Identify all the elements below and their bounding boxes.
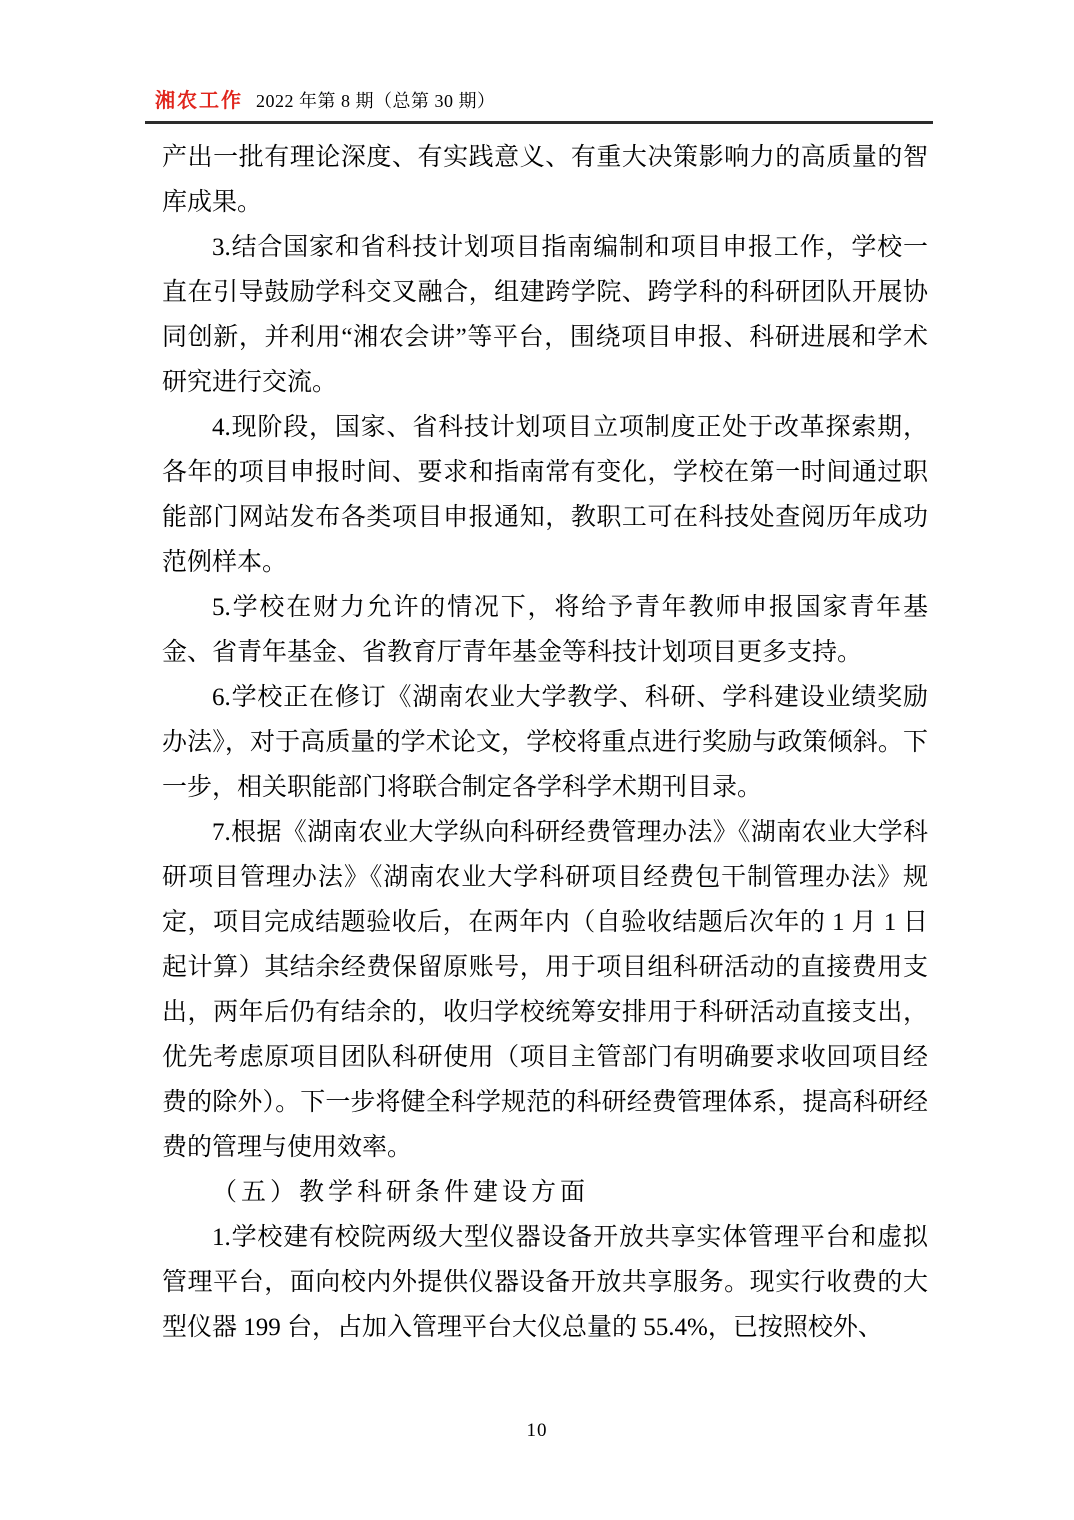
paragraph-point-1: 1.学校建有校院两级大型仪器设备开放共享实体管理平台和虚拟管理平台，面向校内外提供仪器设备开放共享服务。现实行收费的大型仪器 199 台，占加入管理平台大仪总量的 55.4%，已按照校外、 bbox=[162, 1224, 928, 1341]
paragraph-point-7: 7.根据《湖南农业大学纵向科研经费管理办法》《湖南农业大学科研项目管理办法》《湖南农业大学科研项目经费包干制管理办法》规定，项目完成结题验收后，在两年内（自验收结题后次年的 1 月 1 日起计算）其结余经费保留原账号，用于项目组科研活动的直接费用支出，两年后仍有结余的，收归学校统筹安排用于科研活动直接支出，优先考虑原项目团队科研使用（项目主管部门有明确要求收回项目经费的除外）。下一步将健全科学规范的科研经费管理体系，提高科研经费的管理与使用效率。 bbox=[162, 819, 928, 1161]
page-footer bbox=[0, 1420, 1074, 1442]
issue-info: 2022 年第 8 期（总第 30 期） bbox=[256, 91, 496, 111]
paragraph-point-6: 6.学校正在修订《湖南农业大学教学、科研、学科建设业绩奖励办法》，对于高质量的学术论文，学校将重点进行奖励与政策倾斜。下一步，相关职能部门将联合制定各学科学术期刊目录。 bbox=[162, 684, 928, 801]
page-number: 10 bbox=[526, 1420, 548, 1441]
paragraph-point-3: 3.结合国家和省科技计划项目指南编制和项目申报工作，学校一直在引导鼓励学科交叉融合，组建跨学院、跨学科的科研团队开展协同创新，并利用“湘农会讲”等平台，围绕项目申报、科研进展和学术研究进行交流。 bbox=[162, 234, 928, 396]
page-header bbox=[145, 84, 933, 124]
document-body bbox=[162, 135, 928, 1350]
section-heading-five: （五）教学科研条件建设方面 bbox=[212, 1179, 590, 1206]
paragraph-point-4: 4.现阶段，国家、省科技计划项目立项制度正处于改革探索期，各年的项目申报时间、要求和指南常有变化，学校在第一时间通过职能部门网站发布各类项目申报通知，教职工可在科技处查阅历年成功范例样本。 bbox=[162, 414, 928, 576]
paragraph-point-5: 5.学校在财力允许的情况下，将给予青年教师申报国家青年基金、省青年基金、省教育厅青年基金等科技计划项目更多支持。 bbox=[162, 594, 928, 666]
journal-title: 湘农工作 bbox=[155, 90, 243, 112]
paragraph-continuation: 产出一批有理论深度、有实践意义、有重大决策影响力的高质量的智库成果。 bbox=[162, 144, 928, 216]
